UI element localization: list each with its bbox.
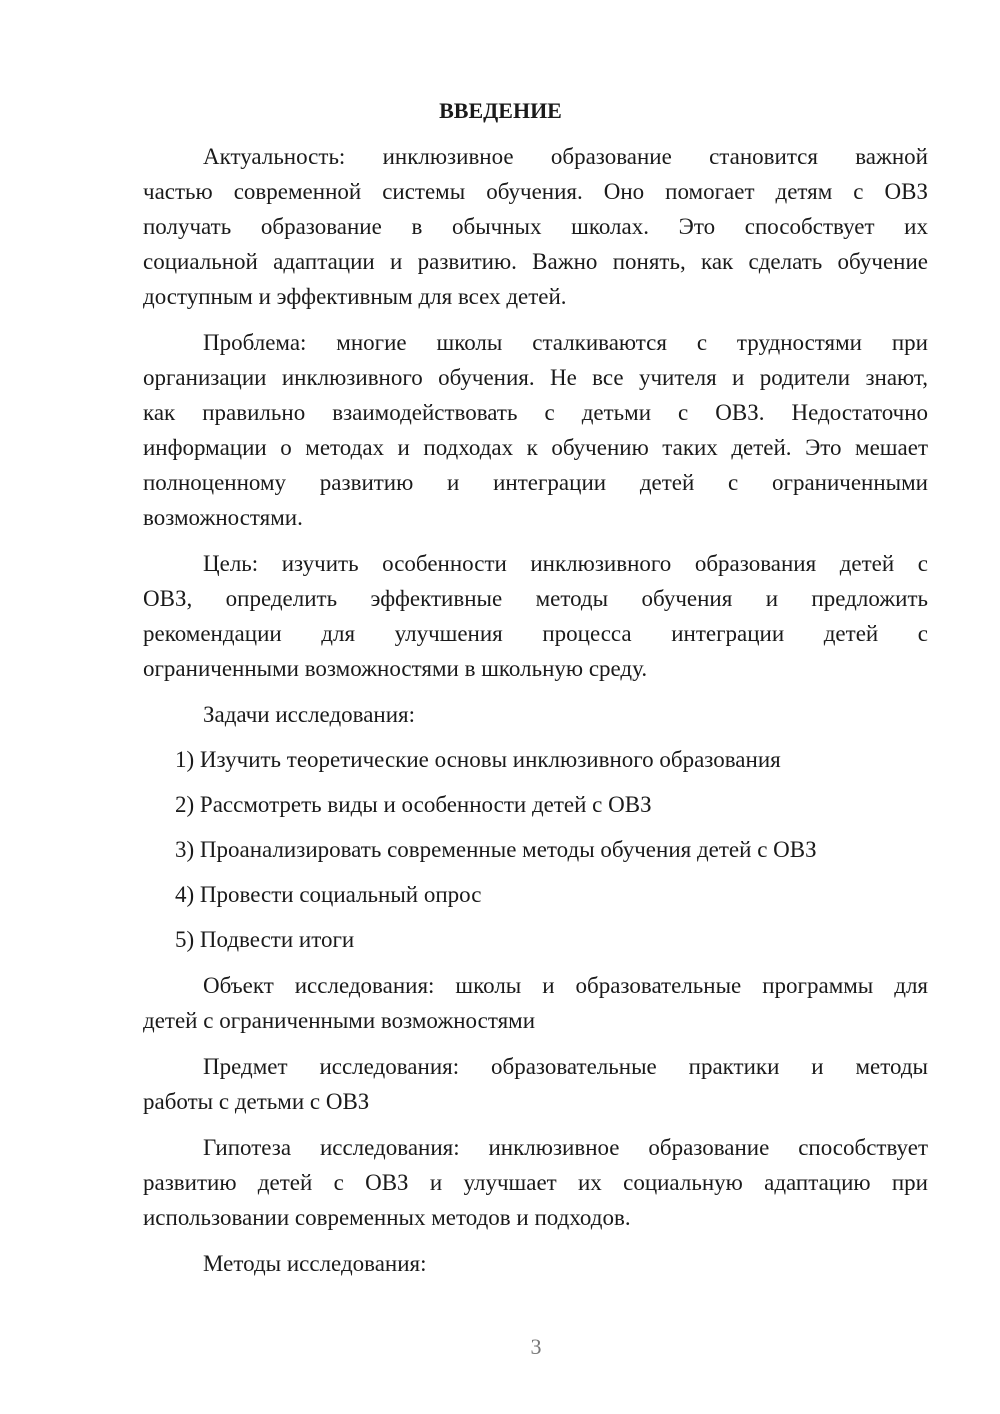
task-item: 1) Изучить теоретические основы инклюзивного образования (175, 747, 781, 772)
text-line: Актуальность: инклюзивное образование становится важной (203, 144, 928, 169)
text-line: доступным и эффективным для всех детей. (143, 284, 567, 309)
text-line: частью современной системы обучения. Оно помогает детям с ОВЗ (143, 179, 928, 204)
task-item: 2) Рассмотреть виды и особенности детей с ОВЗ (175, 792, 652, 817)
text-line: детей с ограниченными возможностями (143, 1008, 536, 1033)
text-line: Задачи исследования: (203, 702, 416, 727)
text-line: Методы исследования: (203, 1251, 427, 1276)
tasks-list (143, 742, 928, 957)
document-page (143, 93, 928, 1281)
text-line: возможностями. (143, 505, 303, 530)
task-item: 4) Провести социальный опрос (175, 882, 482, 907)
text-line: Гипотеза исследования: инклюзивное образование способствует (203, 1135, 928, 1160)
paragraph (143, 139, 928, 314)
paragraph (143, 968, 928, 1038)
section-title: ВВЕДЕНИЕ (439, 98, 562, 123)
text-line: Цель: изучить особенности инклюзивного образования детей с (203, 551, 928, 576)
text-line: полноценному развитию и интеграции детей с ограниченными (143, 470, 928, 495)
text-line: ОВЗ, определить эффективные методы обучения и предложить (143, 586, 928, 611)
text-line: использовании современных методов и подходов. (143, 1205, 631, 1230)
text-line: развитию детей с ОВЗ и улучшает их социальную адаптацию при (143, 1170, 928, 1195)
text-line: получать образование в обычных школах. Это способствует их (143, 214, 928, 239)
task-item: 3) Проанализировать современные методы обучения детей с ОВЗ (175, 837, 817, 862)
text-line: социальной адаптации и развитию. Важно понять, как сделать обучение (143, 249, 928, 274)
paragraph (143, 1246, 928, 1281)
paragraph (143, 1130, 928, 1235)
paragraph (143, 697, 928, 732)
paragraph (143, 1049, 928, 1119)
task-item: 5) Подвести итоги (175, 927, 355, 952)
text-line: организации инклюзивного обучения. Не все учителя и родители знают, (143, 365, 928, 390)
text-line: ограниченными возможностями в школьную среду. (143, 656, 648, 681)
intro-paragraphs (143, 139, 928, 732)
paragraph (143, 546, 928, 686)
text-line: информации о методах и подходах к обучению таких детей. Это мешает (143, 435, 928, 460)
text-line: работы с детьми с ОВЗ (143, 1089, 370, 1114)
text-line: Предмет исследования: образовательные практики и методы (203, 1054, 928, 1079)
text-line: как правильно взаимодействовать с детьми с ОВЗ. Недостаточно (143, 400, 928, 425)
paragraph (143, 325, 928, 535)
text-line: рекомендации для улучшения процесса интеграции детей с (143, 621, 928, 646)
text-line: Проблема: многие школы сталкиваются с трудностями при (203, 330, 928, 355)
research-paragraphs (143, 968, 928, 1281)
page-number: 3 (530, 1334, 542, 1359)
text-line: Объект исследования: школы и образовательные программы для (203, 973, 928, 998)
